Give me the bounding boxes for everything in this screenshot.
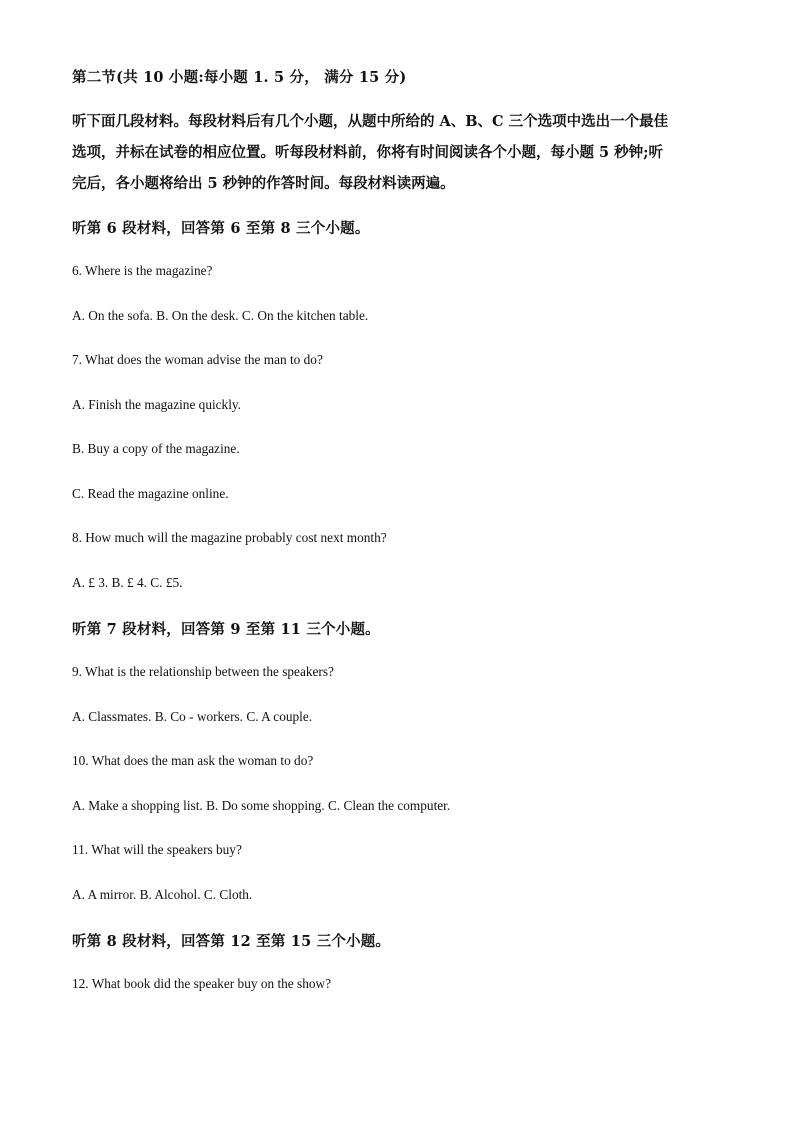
directions-paragraph bbox=[72, 106, 724, 199]
passage-8-header: 听第 8 段材料，回答第 12 至第 15 三个小题。 bbox=[72, 933, 391, 950]
section-title: 第二节(共 10 小题:每小题 1. 5 分， 满分 15 分) bbox=[72, 69, 407, 86]
passage-6-header: 听第 6 段材料，回答第 6 至第 8 三个小题。 bbox=[72, 220, 370, 237]
question-7: 7. What does the woman advise the man to do? bbox=[72, 352, 323, 367]
question-8: 8. How much will the magazine probably cost next month? bbox=[72, 530, 387, 545]
question-9-options: A. Classmates. B. Co - workers. C. A couple. bbox=[72, 709, 313, 724]
question-7-option-b: B. Buy a copy of the magazine. bbox=[72, 441, 240, 456]
passage-7-header: 听第 7 段材料，回答第 9 至第 11 三个小题。 bbox=[72, 621, 380, 638]
directions-line-3: 完后，各小题将给出 5 秒钟的作答时间。每段材料读两遍。 bbox=[72, 175, 455, 192]
question-10: 10. What does the man ask the woman to do? bbox=[72, 753, 314, 768]
question-6: 6. Where is the magazine? bbox=[72, 263, 213, 278]
question-12: 12. What book did the speaker buy on the show? bbox=[72, 976, 331, 991]
directions-line-1: 听下面几段材料。每段材料后有几个小题，从题中所给的 A、B、C 三个选项中选出一个最佳 bbox=[72, 113, 669, 130]
question-7-option-a: A. Finish the magazine quickly. bbox=[72, 397, 242, 412]
question-11: 11. What will the speakers buy? bbox=[72, 842, 242, 857]
directions-line-2: 选项，并标在试卷的相应位置。听每段材料前，你将有时间阅读各个小题，每小题 5 秒钟;听 bbox=[72, 144, 664, 161]
question-8-options: A. £ 3. B. £ 4. C. £5. bbox=[72, 575, 183, 590]
question-11-options: A. A mirror. B. Alcohol. C. Cloth. bbox=[72, 887, 253, 902]
question-7-option-c: C. Read the magazine online. bbox=[72, 486, 229, 501]
question-9: 9. What is the relationship between the speakers? bbox=[72, 664, 334, 679]
question-10-options: A. Make a shopping list. B. Do some shopping. C. Clean the computer. bbox=[72, 798, 451, 813]
question-6-options: A. On the sofa. B. On the desk. C. On the kitchen table. bbox=[72, 308, 369, 323]
